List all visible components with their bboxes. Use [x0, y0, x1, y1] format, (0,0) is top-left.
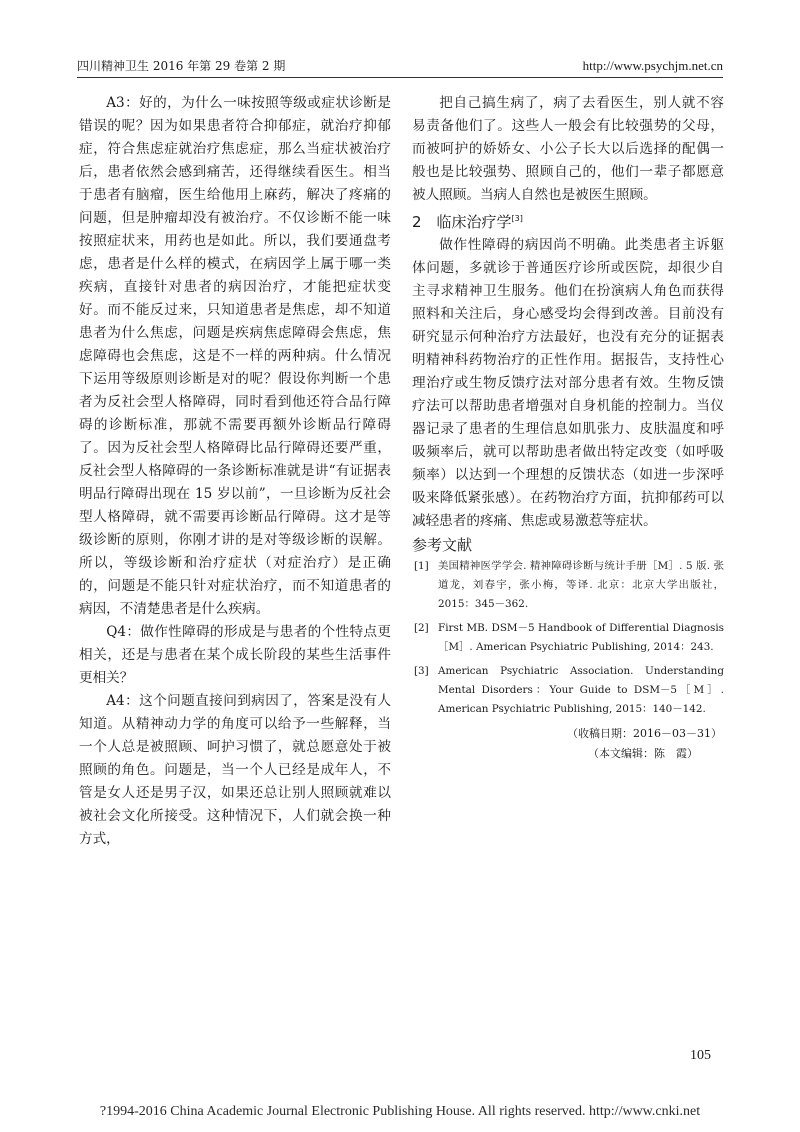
- page-number: 105: [690, 1048, 711, 1063]
- reference-text: 美国精神医学学会. 精神障碍诊断与统计手册［M］. 5 版. 张道龙，刘春宇，张小梅，等译. 北京：北京大学出版社，2015：345－362.: [438, 560, 724, 610]
- section-title-clinical-treatment: [412, 207, 724, 234]
- header-rule: [77, 77, 723, 78]
- journal-issue: 四川精神卫生 2016 年第 29 卷第 2 期: [77, 59, 286, 73]
- reference-item: [412, 662, 724, 719]
- answer-a4: A4：这个问题直接问到病因了，答案是没有人知道。从精神动力学的角度可以给予一些解释，当一个人总是被照顾、呵护习惯了，就总愿意处于被照顾的角色。问题是，当一个人已经是成年人，不管是女人还是男子汉，如果还总让别人照顾就难以被社会文化所接受。这种情况下，人们就会换一种方式，: [79, 693, 391, 847]
- right-column: [412, 92, 724, 764]
- reference-number: [2]: [414, 622, 429, 634]
- copyright-footer: ?1994-2016 China Academic Journal Electronic Publishing House. All rights reserved. http://www.cnki.net: [99, 1104, 701, 1119]
- reference-text: American Psychiatric Association. Understanding Mental Disorders：Your Guide to DSM－5［M］. American Psychiatric Publishing, 2015：140－142.: [438, 665, 724, 715]
- running-header: [77, 56, 723, 76]
- reference-number: [1]: [414, 560, 429, 572]
- reference-text: First MB. DSM－5 Handbook of Differential Diagnosis［M］. American Psychiatric Publishing, 2014：243.: [438, 622, 724, 653]
- received-date: （收稿日期：2016－03－31）: [567, 727, 722, 740]
- editor-note: （本文编辑：陈 霞）: [588, 747, 698, 760]
- answer-a3: A3：好的，为什么一味按照等级或症状诊断是错误的呢？因为如果患者符合抑郁症，就治疗抑郁症，符合焦虑症就治疗焦虑症，那么当症状被治疗后，患者依然会感到痛苦，还得继续看医生。相当于患者有脑瘤，医生给他用上麻药，解决了疼痛的问题，但是肿瘤却没有被治疗。不仅诊断不能一味按照症状来，用药也是如此。所以，我们要通盘考虑，患者是什么样的模式，在病因学上属于哪一类疾病，直接针对患者的病因治疗，才能把症状变好。而不能反过来，只知道患者是焦虑，却不知道患者为什么焦虑，问题是疾病焦虑障碍会焦虑，焦虑障碍也会焦虑，这是不一样的两种病。什么情况下运用等级原则诊断是对的呢？假设你判断一个患者为反社会型人格障碍，同时看到他还符合品行障碍的诊断标准，那就不需要再额外诊断品行障碍了。因为反社会型人格障碍比品行障碍还要严重，反社会型人格障碍的一条诊断标准就是讲“有证据表明品行障碍出现在 15 岁以前”，一旦诊断为反社会型人格障碍，就不需要再诊断品行障碍。这才是等级诊断的原则，你刚才讲的是对等级诊断的误解。所以，等级诊断和治疗症状（对症治疗）是正确的，问题是不能只针对症状治疗，而不知道患者的病因，不清楚患者是什么疾病。: [79, 95, 391, 617]
- reference-item: [412, 619, 724, 657]
- references-title: 参考文献: [412, 536, 473, 554]
- treatment-paragraph: 做作性障碍的病因尚不明确。此类患者主诉躯体问题，多就诊于普通医疗诊所或医院，却很少自主寻求精神卫生服务。他们在扮演病人角色而获得照料和关注后，身心感受均会得到改善。目前没有研究显示何种治疗方法最好，也没有充分的证据表明精神科药物治疗的正性作用。据报告，支持性心理治疗或生物反馈疗法对部分患者有效。生物反馈疗法可以帮助患者增强对自身机能的控制力。当仪器记录了患者的生理信息如肌张力、皮肤温度和呼吸频率后，就可以帮助患者做出特定改变（如呼吸频率）以达到一个理想的反馈状态（如进一步深呼吸来降低紧张感）。在药物治疗方面，抗抑郁药可以减轻患者的疼痛、焦虑或易激惹等症状。: [412, 237, 724, 529]
- answer-a4-continued: 把自己搞生病了，病了去看医生，别人就不容易责备他们了。这些人一般会有比较强势的父母，而被呵护的娇娇女、小公子长大以后选择的配偶一般也是比较强势、照顾自己的，他们一辈子都愿意被人照顾。当病人自然也是被医生照顾。: [412, 95, 724, 203]
- reference-number: [3]: [414, 665, 429, 677]
- question-q4: Q4：做作性障碍的形成是与患者的个性特点更相关，还是与患者在某个成长阶段的某些生活事件更相关？: [79, 624, 391, 686]
- journal-website[interactable]: http://www.psychjm.net.cn: [582, 58, 723, 73]
- section-citation: [3]: [511, 214, 523, 223]
- left-column: [79, 92, 391, 851]
- section-title-text: 2 临床治疗学: [412, 213, 512, 231]
- reference-item: [412, 557, 724, 614]
